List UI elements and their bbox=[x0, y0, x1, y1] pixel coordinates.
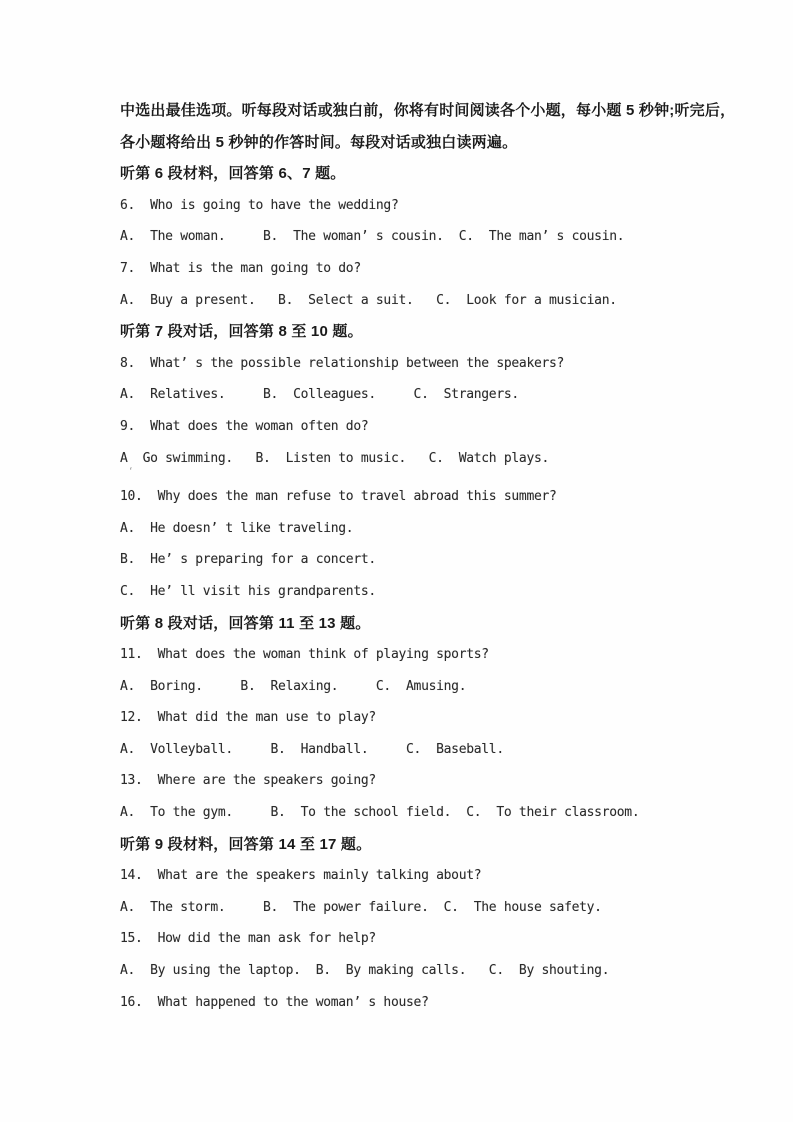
question-8-options: A. Relatives. B. Colleagues. C. Strangers. bbox=[120, 387, 519, 403]
section-header-material-9: 听第 9 段材料，回答第 14 至 17 题。 bbox=[120, 835, 372, 853]
question-14-options: A. The storm. B. The power failure. C. The house safety. bbox=[120, 899, 602, 915]
question-7-options: A. Buy a present. B. Select a suit. C. Look for a musician. bbox=[120, 292, 617, 308]
question-7: 7. What is the man going to do? bbox=[120, 260, 361, 276]
question-6-options: A. The woman. B. The woman’ s cousin. C. The man’ s cousin. bbox=[120, 229, 625, 245]
section-header-dialogue-8: 听第 8 段对话，回答第 11 至 13 题。 bbox=[120, 614, 371, 632]
question-10-option-b: B. He’ s preparing for a concert. bbox=[120, 552, 376, 568]
question-8: 8. What’ s the possible relationship between the speakers? bbox=[120, 355, 565, 371]
question-6: 6. Who is going to have the wedding? bbox=[120, 197, 399, 213]
exam-listening-section bbox=[120, 95, 736, 1018]
question-10-option-a: A. He doesn’ t like traveling. bbox=[120, 520, 354, 536]
question-12-options: A. Volleyball. B. Handball. C. Baseball. bbox=[120, 741, 504, 757]
question-10-option-c: C. He’ ll visit his grandparents. bbox=[120, 583, 376, 599]
scan-artifact: ‘ bbox=[128, 467, 134, 477]
section-header-dialogue-7: 听第 7 段对话，回答第 8 至 10 题。 bbox=[120, 323, 363, 341]
intro-line-2: 各小题将给出 5 秒钟的作答时间。每段对话或独白读两遍。 bbox=[120, 133, 518, 151]
question-13: 13. Where are the speakers going? bbox=[120, 773, 376, 789]
question-9-options: A Go swimming. B. Listen to music. C. Watch plays. bbox=[120, 450, 550, 466]
section-header-material-6: 听第 6 段材料，回答第 6、7 题。 bbox=[120, 165, 346, 183]
question-11-options: A. Boring. B. Relaxing. C. Amusing. bbox=[120, 678, 467, 694]
question-15-options: A. By using the laptop. B. By making calls. C. By shouting. bbox=[120, 963, 610, 979]
question-10: 10. Why does the man refuse to travel abroad this summer? bbox=[120, 489, 557, 505]
question-14: 14. What are the speakers mainly talking about? bbox=[120, 868, 482, 884]
intro-line-1: 中选出最佳选项。听每段对话或独白前，你将有时间阅读各个小题，每小题 5 秒钟;听完后， bbox=[120, 102, 736, 119]
question-12: 12. What did the man use to play? bbox=[120, 710, 376, 726]
question-16: 16. What happened to the woman’ s house? bbox=[120, 994, 429, 1010]
question-13-options: A. To the gym. B. To the school field. C. To their classroom. bbox=[120, 805, 640, 821]
question-15: 15. How did the man ask for help? bbox=[120, 931, 376, 947]
question-11: 11. What does the woman think of playing sports? bbox=[120, 647, 489, 663]
question-9: 9. What does the woman often do? bbox=[120, 418, 369, 434]
